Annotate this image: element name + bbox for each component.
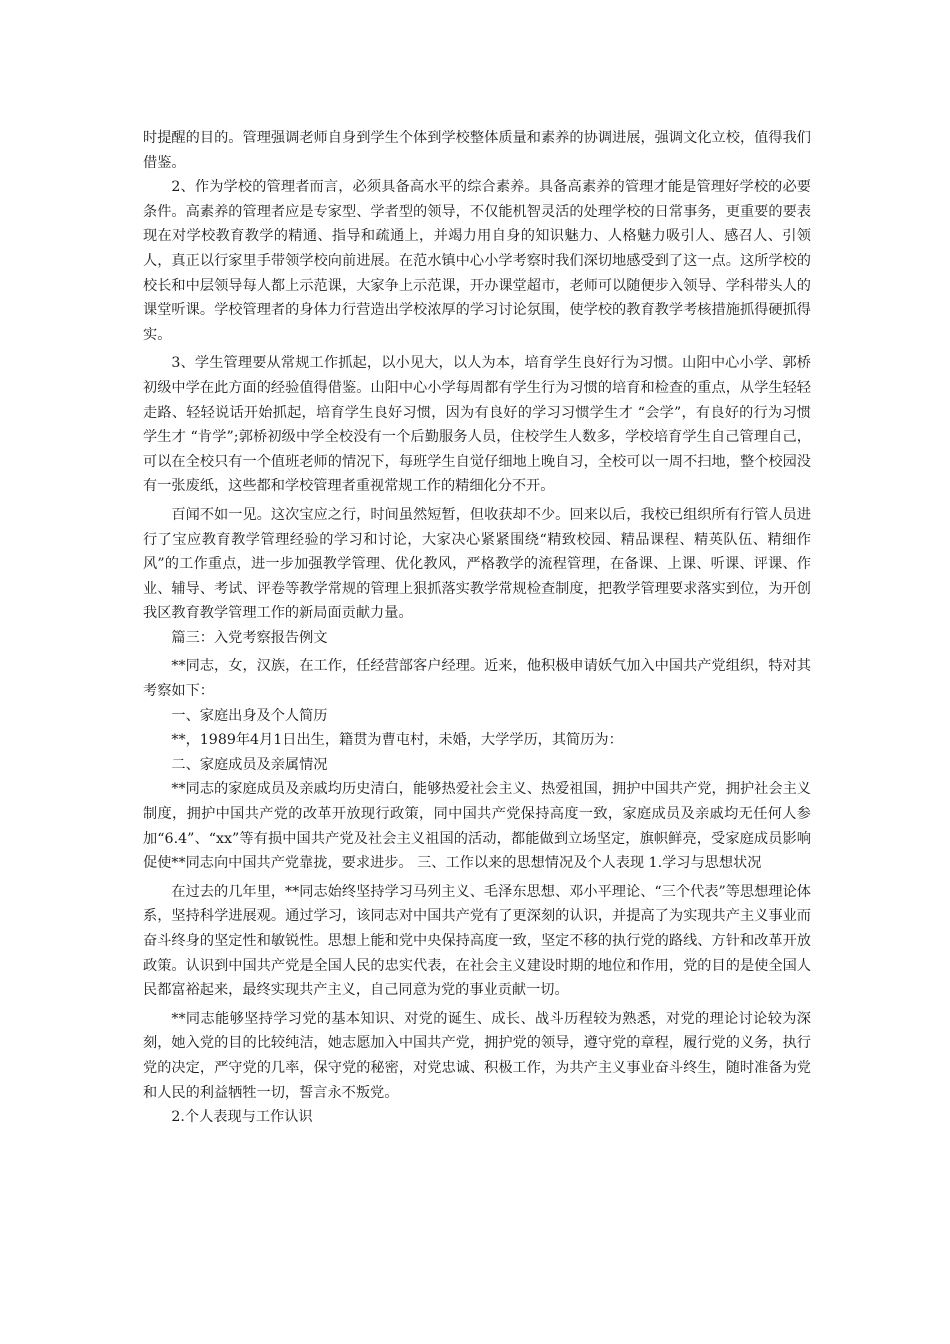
document-body (143, 126, 811, 1130)
paragraph-summary: 百闻不如一见。这次宝应之行，时间虽然短暂，但收获却不少。回来以后，我校已组织所有行管人员进行了宝应教育教学管理经验的学习和讨论，大家决心紧紧围绕“精致校园、精品课程、精英队伍、精细作风”的工作重点，进一步加强教学管理、优化教风，严格教学的流程管理，在备课、上课、听课、评课、作业、辅导、考试、评卷等教学常规的管理上狠抓落实教学常规检查制度，把教学管理要求落实到位，为开创我区教育教学管理工作的新局面贡献力量。 (143, 506, 811, 622)
paragraph-continuation: 时提醒的目的。管理强调老师自身到学生个体到学校整体质量和素养的协调进展，强调文化立校，值得我们借鉴。 (143, 130, 811, 171)
heading-personal-performance: 2.个人表现与工作认识 (171, 1109, 313, 1126)
paragraph-family-members: **同志的家庭成员及亲戚均历史清白，能够热爱社会主义、热爱祖国，拥护中国共产党，拥护社会主义制度，拥护中国共产党的改革开放现行政策，同中国共产党保持高度一致，家庭成员及亲戚均无任何人参加“6.4”、“xx”等有损中国共产党及社会主义祖国的活动，都能做到立场坚定，旗帜鲜亮，受家庭成员影响促使**同志向中国共产党靠拢，要求进步。 三、工作以来的思想情况及个人表现 1.学习与思想状况 (143, 781, 811, 872)
heading-family-background: 一、家庭出身及个人简历 (171, 707, 328, 724)
paragraph-management-quality: 2、作为学校的管理者而言，必须具备高水平的综合素养。具备高素养的管理才能是管理好学校的必要条件。高素养的管理者应是专家型、学者型的领导，不仅能机智灵活的处理学校的日常事务，更重要的要表现在对学校教育教学的精通、指导和疏通上，并竭力用自身的知识魅力、人格魅力吸引人、感召人、引领人，真正以行家里手带领学校向前进展。在范水镇中心小学考察时我们深切地感受到了这一点。这所学校的校长和中层领导每人都上示范课，大家争上示范课，开办课堂超市，老师可以随便步入领导、学科带头人的课堂听课。学校管理者的身体力行营造出学校浓厚的学习讨论氛围，使学校的教育教学考核措施抓得硬抓得实。 (143, 179, 811, 343)
paragraph-party-knowledge: **同志能够坚持学习党的基本知识、对党的诞生、成长、战斗历程较为熟悉，对党的理论讨论较为深刻，她入党的目的比较纯洁，她志愿加入中国共产党，拥护党的领导，遵守党的章程，履行党的义务，执行党的决定，严守党的几率，保守党的秘密，对党忠诚、积极工作，为共产主义事业奋斗终生，随时准备为党和人民的利益牺牲一切，誓言永不叛党。 (143, 1010, 811, 1101)
paragraph-birth-info: **，1989年4月1日出生，籍贯为曹屯村，未婚，大学学历，其简历为： (171, 732, 623, 749)
section-title-part-three: 篇三：入党考察报告例文 (171, 629, 328, 646)
paragraph-candidate-intro: **同志，女，汉族，在工作，任经营部客户经理。近来，他积极申请妖气加入中国共产党组织，特对其考察如下： (143, 658, 811, 700)
paragraph-study-thought: 在过去的几年里，**同志始终坚持学习马列主义、毛泽东思想、邓小平理论、“三个代表”等思想理论体系，坚持科学进展观。通过学习，该同志对中国共产党有了更深刻的认识，并提高了为实现共产主义事业而奋斗终身的坚定性和敏锐性。思想上能和党中央保持高度一致，坚定不移的执行党的路线、方针和改革开放政策。认识到中国共产党是全国人民的忠实代表，在社会主义建设时期的地位和作用，党的目的是使全国人民都富裕起来，最终实现共产主义，自己同意为党的事业贡献一切。 (143, 883, 811, 999)
paragraph-student-management: 3、学生管理要从常规工作抓起，以小见大，以人为本，培育学生良好行为习惯。山阳中心小学、郭桥初级中学在此方面的经验值得借鉴。山阳中心小学每周都有学生行为习惯的培育和检查的重点，从学生轻轻走路、轻轻说话开始抓起，培育学生良好习惯，因为有良好的学习习惯学生才 “会学”，有良好的行为习惯学生才 “肯学”;郭桥初级中学全校没有一个后勤服务人员，住校学生人数多，学校培育学生自己管理自己，可以在全校只有一个值班老师的情况下，每班学生自觉仔细地上晚自习，全校可以一周不扫地，整个校园没有一张废纸，这些都和学校管理者重视常规工作的精细化分不开。 (143, 355, 811, 495)
heading-family-members: 二、家庭成员及亲属情况 (171, 756, 328, 773)
